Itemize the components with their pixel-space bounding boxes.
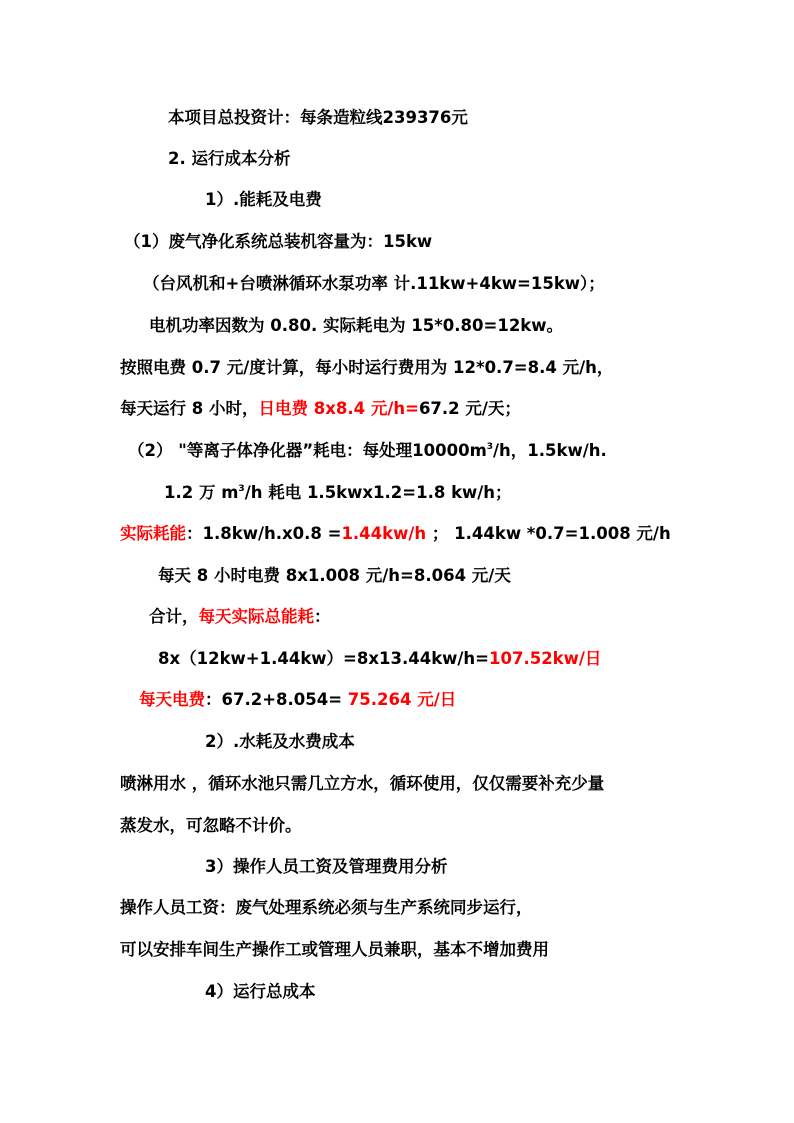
fan-pump-power-line: （台风机和+台喷淋循环水泵功率 计.11kw+4kw=15kw）；: [143, 274, 605, 293]
plasma-daily-cost-line: 每天 8 小时电费 8x1.008 元/h=8.064 元/天: [158, 566, 511, 585]
daily-electric-fee-highlight: 日电费 8x8.4 元/h=: [258, 399, 419, 418]
subheading-total-cost: 4）运行总成本: [205, 982, 316, 1001]
daily-run-text: 每天运行 8 小时，: [120, 399, 259, 418]
daily-electric-fee-line: [139, 690, 456, 710]
cubic-superscript: 3: [486, 442, 494, 452]
daily-electric-fee-calc: ：67.2+8.054=: [205, 690, 348, 709]
actual-consumption-line: [120, 524, 671, 544]
actual-consumption-calc: ：1.8kw/h.x0.8 =: [186, 524, 342, 543]
volume-text: 1.2 万 m: [164, 483, 239, 502]
actual-consumption-label: 实际耗能: [120, 524, 186, 543]
total-summary-line: [149, 607, 331, 627]
total-prefix: 合计，: [149, 607, 199, 626]
consumption-text: /h 耗电 1.5kwx1.2=1.8 kw/h；: [244, 483, 512, 502]
daily-total-energy-value: 107.52kw/日: [489, 649, 602, 668]
power-factor-line: 电机功率因数为 0.80. 实际耗电为 15*0.80=12kw。: [149, 316, 564, 335]
hourly-cost-line: 按照电费 0.7 元/度计算，每小时运行费用为 12*0.7=8.4 元/h，: [120, 358, 614, 377]
colon: ：: [314, 607, 331, 626]
plasma-purifier-line: [128, 441, 607, 461]
subheading-water-cost: 2）.水耗及水费成本: [205, 732, 355, 751]
plasma-rate-text: /h，1.5kw/h.: [493, 441, 607, 460]
staff-wage-line: 操作人员工资：废气处理系统必须与生产系统同步运行，: [120, 898, 533, 917]
subheading-staff-cost: 3）操作人员工资及管理费用分析: [205, 857, 448, 876]
subheading-energy-electricity: 1）.能耗及电费: [205, 190, 322, 209]
daily-electric-fee-label: 每天电费: [139, 690, 205, 709]
investment-total-line: 本项目总投资计：每条造粒线239376元: [168, 108, 468, 127]
hourly-plasma-cost: ； 1.44kw *0.7=1.008 元/h: [426, 524, 671, 543]
daily-cost-line: [120, 399, 521, 419]
plasma-consumption-line: [164, 483, 512, 503]
water-negligible-line: 蒸发水，可忽略不计价。: [120, 816, 302, 835]
water-usage-line: 喷淋用水 ，循环水池只需几立方水，循环使用，仅仅需要补充少量: [120, 774, 605, 793]
daily-total-energy-line: [158, 649, 601, 669]
plasma-text: （2） "等离子体净化器”耗电：每处理10000m: [128, 441, 487, 460]
daily-total-energy-calc: 8x（12kw+1.44kw）=8x13.44kw/h=: [158, 649, 490, 668]
cubic-superscript: 3: [238, 484, 245, 494]
daily-total-consumption-label: 每天实际总能耗: [198, 607, 314, 626]
installed-capacity-line: （1）废气净化系统总装机容量为：15kw: [124, 232, 433, 251]
actual-consumption-value: 1.44kw/h: [341, 524, 427, 543]
staff-parttime-line: 可以安排车间生产操作工或管理人员兼职，基本不增加费用: [120, 940, 549, 959]
daily-electric-fee-total: 75.264 元/日: [347, 690, 457, 709]
section-heading-operating-cost: 2. 运行成本分析: [168, 149, 291, 168]
daily-electric-fee-value: 67.2 元/天；: [418, 399, 521, 418]
